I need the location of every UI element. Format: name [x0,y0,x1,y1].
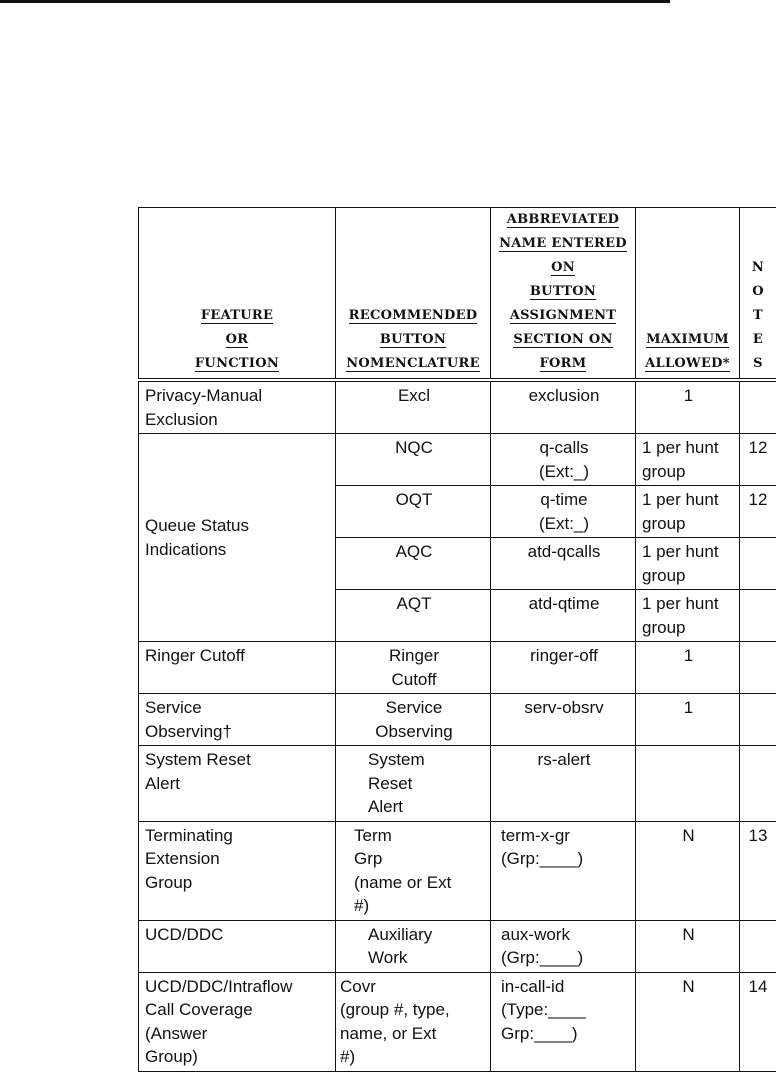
header-abbreviated-name: ABBREVIATED NAME ENTERED ON BUTTON ASSIGNMENT SECTION ON FORM [491,208,636,381]
cell-abbrev: atd-qtime [491,590,636,642]
cell-button: Term Grp (name or Ext #) [336,821,491,920]
cell-button: Excl [336,380,491,434]
cell-abbrev: aux-work (Grp:____) [491,920,636,972]
cell-abbrev: exclusion [491,380,636,434]
cell-max: 1 [636,694,740,746]
cell-notes [740,746,776,822]
cell-button: AQC [336,538,491,590]
cell-max [636,746,740,822]
cell-notes [740,642,776,694]
cell-abbrev: rs-alert [491,746,636,822]
cell-feature: Queue Status Indications [139,434,336,642]
cell-abbrev: q-time (Ext:_) [491,486,636,538]
cell-button: System Reset Alert [336,746,491,822]
cell-notes [740,538,776,590]
cell-abbrev: ringer-off [491,642,636,694]
cell-max: N [636,972,740,1071]
cell-button: OQT [336,486,491,538]
cell-max: N [636,821,740,920]
cell-button: Service Observing [336,694,491,746]
cell-feature: System Reset Alert [139,746,336,822]
table-row [139,434,776,486]
cell-max: 1 [636,380,740,434]
cell-feature: UCD/DDC/Intraflow Call Coverage (Answer Group) [139,972,336,1071]
header-maximum-allowed: MAXIMUM ALLOWED* [636,208,740,381]
cell-max: N [636,920,740,972]
cell-abbrev: atd-qcalls [491,538,636,590]
cell-notes: 12 [740,434,776,486]
cell-button: Ringer Cutoff [336,642,491,694]
table-row [139,920,776,972]
cell-notes: 12 [740,486,776,538]
cell-abbrev: serv-obsrv [491,694,636,746]
table-row [139,642,776,694]
cell-feature: Ringer Cutoff [139,642,336,694]
table-row [139,972,776,1071]
cell-max: 1 per hunt group [636,538,740,590]
table-row [139,746,776,822]
cell-max: 1 [636,642,740,694]
cell-notes [740,380,776,434]
cell-button: AQT [336,590,491,642]
cell-button: Covr (group #, type, name, or Ext #) [336,972,491,1071]
cell-feature: Privacy-Manual Exclusion [139,380,336,434]
cell-notes: 14 [740,972,776,1071]
cell-notes [740,694,776,746]
cell-button: NQC [336,434,491,486]
cell-max: 1 per hunt group [636,434,740,486]
header-button-nomenclature: RECOMMENDED BUTTON NOMENCLATURE [336,208,491,381]
table-row [139,821,776,920]
table-row [139,694,776,746]
cell-feature: UCD/DDC [139,920,336,972]
button-assignment-table [138,207,776,1072]
cell-max: 1 per hunt group [636,486,740,538]
table-row [139,380,776,434]
cell-abbrev: in-call-id (Type:____ Grp:____) [491,972,636,1071]
header-feature: FEATURE OR FUNCTION [139,208,336,381]
cell-notes: 13 [740,821,776,920]
table-header-row [139,208,776,381]
cell-notes [740,590,776,642]
cell-max: 1 per hunt group [636,590,740,642]
cell-button: Auxiliary Work [336,920,491,972]
cell-abbrev: q-calls (Ext:_) [491,434,636,486]
cell-feature: Terminating Extension Group [139,821,336,920]
top-rule [0,0,670,3]
cell-feature: Service Observing† [139,694,336,746]
header-notes: N O T E S [740,208,776,381]
cell-notes [740,920,776,972]
cell-abbrev: term-x-gr (Grp:____) [491,821,636,920]
